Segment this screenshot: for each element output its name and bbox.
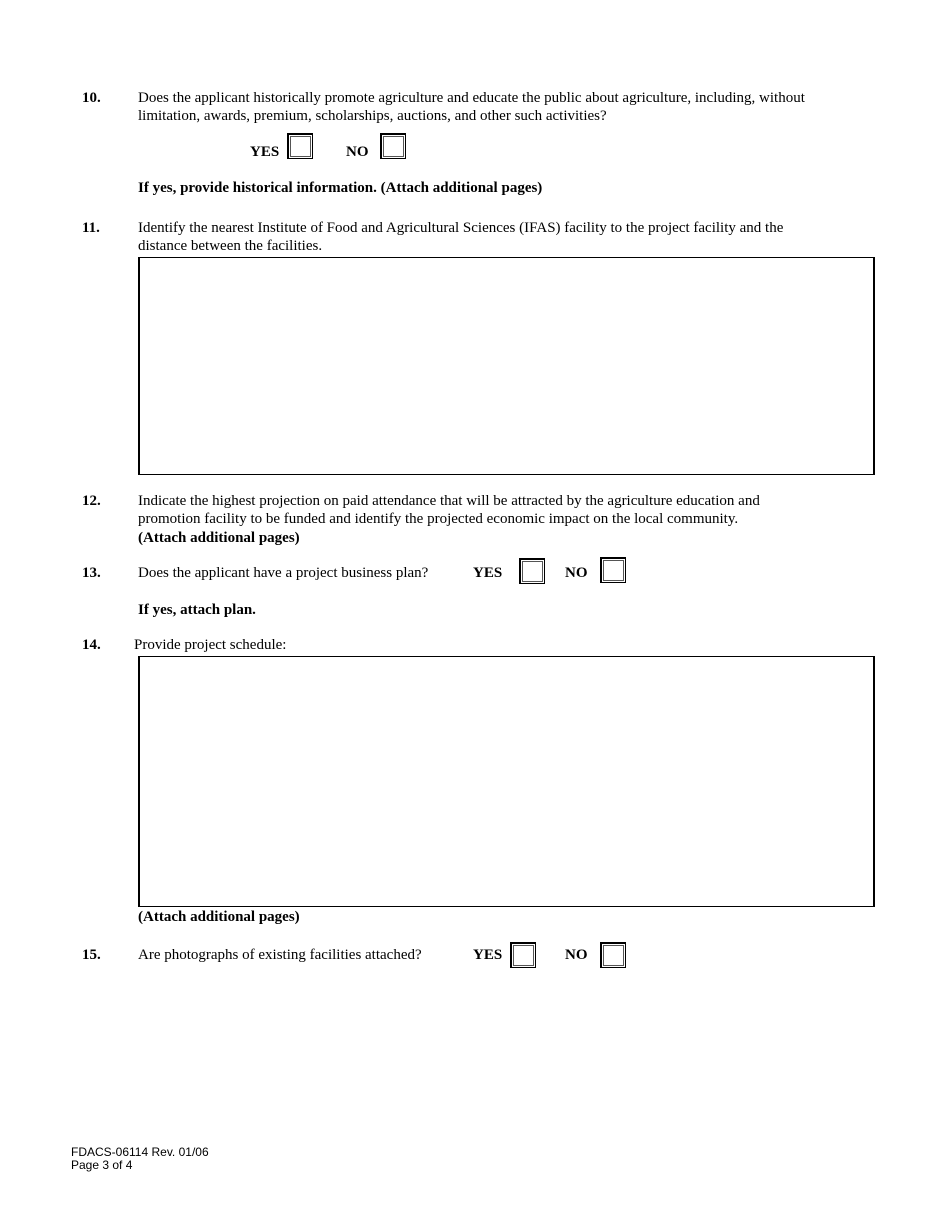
question-15-yes-label: YES bbox=[473, 947, 503, 963]
question-13-no-label: NO bbox=[565, 565, 588, 581]
question-14-note: (Attach additional pages) bbox=[138, 909, 300, 925]
question-10-note: If yes, provide historical information. (Attach additional pages) bbox=[138, 180, 543, 196]
question-13-no-checkbox[interactable] bbox=[600, 557, 626, 583]
question-13-text: Does the applicant have a project business plan? bbox=[138, 565, 429, 581]
question-14-answer bbox=[140, 657, 873, 665]
question-15-no-label: NO bbox=[565, 947, 588, 963]
question-15-text: Are photographs of existing facilities attached? bbox=[138, 947, 422, 963]
question-14-text: Provide project schedule: bbox=[134, 637, 287, 653]
question-12-text: Indicate the highest projection on paid attendance that will be attracted by the agriculture education and promotion facility to be funded and identify the projected economic impact on the local community. bbox=[138, 493, 760, 527]
question-15-yes-checkbox[interactable] bbox=[510, 942, 536, 968]
question-10-no-checkbox[interactable] bbox=[380, 133, 406, 159]
footer-page-number: Page 3 of 4 bbox=[71, 1158, 133, 1172]
question-14-answer-box[interactable] bbox=[138, 656, 875, 907]
question-11-answer-box[interactable] bbox=[138, 257, 875, 475]
question-10-text: Does the applicant historically promote agriculture and educate the public about agriculture, including, without limitation, awards, premium, scholarships, auctions, and other such activities? bbox=[138, 90, 805, 124]
question-11-answer bbox=[140, 258, 873, 266]
question-12-note: (Attach additional pages) bbox=[138, 530, 300, 546]
question-12-number: 12. bbox=[82, 493, 101, 509]
question-10-yes-checkbox[interactable] bbox=[287, 133, 313, 159]
question-13-yes-label: YES bbox=[473, 565, 503, 581]
question-14-number: 14. bbox=[82, 637, 101, 653]
question-10-number: 10. bbox=[82, 90, 101, 106]
footer-form-id: FDACS-06114 Rev. 01/06 bbox=[71, 1145, 209, 1159]
question-15-no-checkbox[interactable] bbox=[600, 942, 626, 968]
question-10-no-label: NO bbox=[346, 144, 369, 160]
question-13-number: 13. bbox=[82, 565, 101, 581]
question-11-number: 11. bbox=[82, 220, 100, 236]
question-13-yes-checkbox[interactable] bbox=[519, 558, 545, 584]
question-13-note: If yes, attach plan. bbox=[138, 602, 256, 618]
question-15-number: 15. bbox=[82, 947, 101, 963]
question-11-text: Identify the nearest Institute of Food and Agricultural Sciences (IFAS) facility to the project facility and the distance between the facilities. bbox=[138, 220, 784, 254]
question-10-yes-label: YES bbox=[250, 144, 280, 160]
